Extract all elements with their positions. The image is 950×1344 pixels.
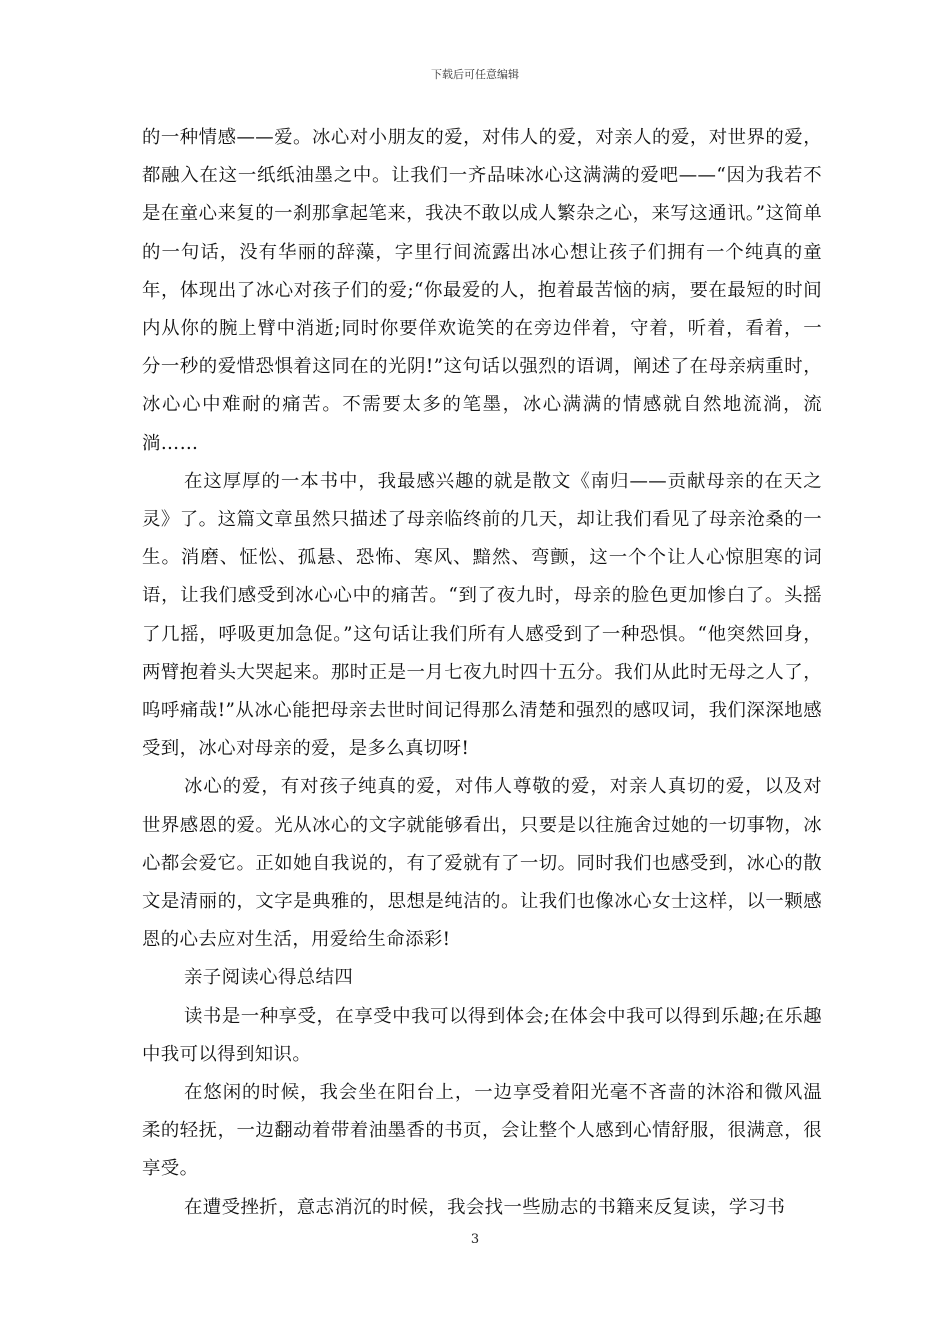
paragraph-4: 读书是一种享受，在享受中我可以得到体会;在体会中我可以得到乐趣;在乐趣中我可以得到知识。 bbox=[142, 1005, 822, 1065]
paragraph-1: 的一种情感——爱。冰心对小朋友的爱，对伟人的爱，对亲人的爱，对世界的爱，都融入在这一纸纸油墨之中。让我们一齐品味冰心这满满的爱吧——“因为我若不是在童心来复的一刹那拿起笔来，我决不敢以成人繁杂之心，来写这通讯。”这简单的一句话，没有华丽的辞藻，字里行间流露出冰心想让孩子们拥有一个纯真的童年，体现出了冰心对孩子们的爱;“你最爱的人，抱着最苦恼的病，要在最短的时间内从你的腕上臂中消逝;同时你要佯欢诡笑的在旁边伴着，守着，听着，看着，一分一秒的爱惜恐惧着这同在的光阴!”这句话以强烈的语调，阐述了在母亲病重时，冰心心中难耐的痛苦。不需要太多的笔墨，冰心满满的情感就自然地流淌，流淌…… bbox=[142, 127, 822, 454]
page-header: 下载后可任意编辑 bbox=[431, 68, 519, 81]
page-number: 3 bbox=[470, 1232, 480, 1247]
paragraph-2: 在这厚厚的一本书中，我最感兴趣的就是散文《南归——贡献母亲的在天之灵》了。这篇文章虽然只描述了母亲临终前的几天，却让我们看见了母亲沧桑的一生。消磨、怔忪、孤悬、恐怖、寒风、黯然、弯颤，这一个个让人心惊胆寒的词语，让我们感受到冰心心中的痛苦。“到了夜九时，母亲的脸色更加惨白了。头摇了几摇，呼吸更加急促。”这句话让我们所有人感受到了一种恐惧。“他突然回身，两臂抱着头大哭起来。那时正是一月七夜九时四十五分。我们从此时无母之人了，呜呼痛哉!”从冰心能把母亲去世时间记得那么清楚和强烈的感叹词，我们深深地感受到，冰心对母亲的爱，是多么真切呀! bbox=[142, 470, 822, 760]
document-body bbox=[142, 119, 822, 1227]
paragraph-5: 在悠闲的时候，我会坐在阳台上，一边享受着阳光毫不吝啬的沐浴和微风温柔的轻抚，一边翻动着带着油墨香的书页，会让整个人感到心情舒服，很满意，很享受。 bbox=[142, 1082, 822, 1180]
paragraph-3: 冰心的爱，有对孩子纯真的爱，对伟人尊敬的爱，对亲人真切的爱，以及对世界感恩的爱。光从冰心的文字就能够看出，只要是以往施舍过她的一切事物，冰心都会爱它。正如她自我说的，有了爱就有了一切。同时我们也感受到，冰心的散文是清丽的，文字是典雅的，思想是纯洁的。让我们也像冰心女士这样，以一颗感恩的心去应对生活，用爱给生命添彩! bbox=[142, 776, 822, 951]
section-heading: 亲子阅读心得总结四 bbox=[184, 967, 354, 989]
paragraph-6: 在遭受挫折，意志消沉的时候，我会找一些励志的书籍来反复读，学习书 bbox=[184, 1196, 786, 1218]
